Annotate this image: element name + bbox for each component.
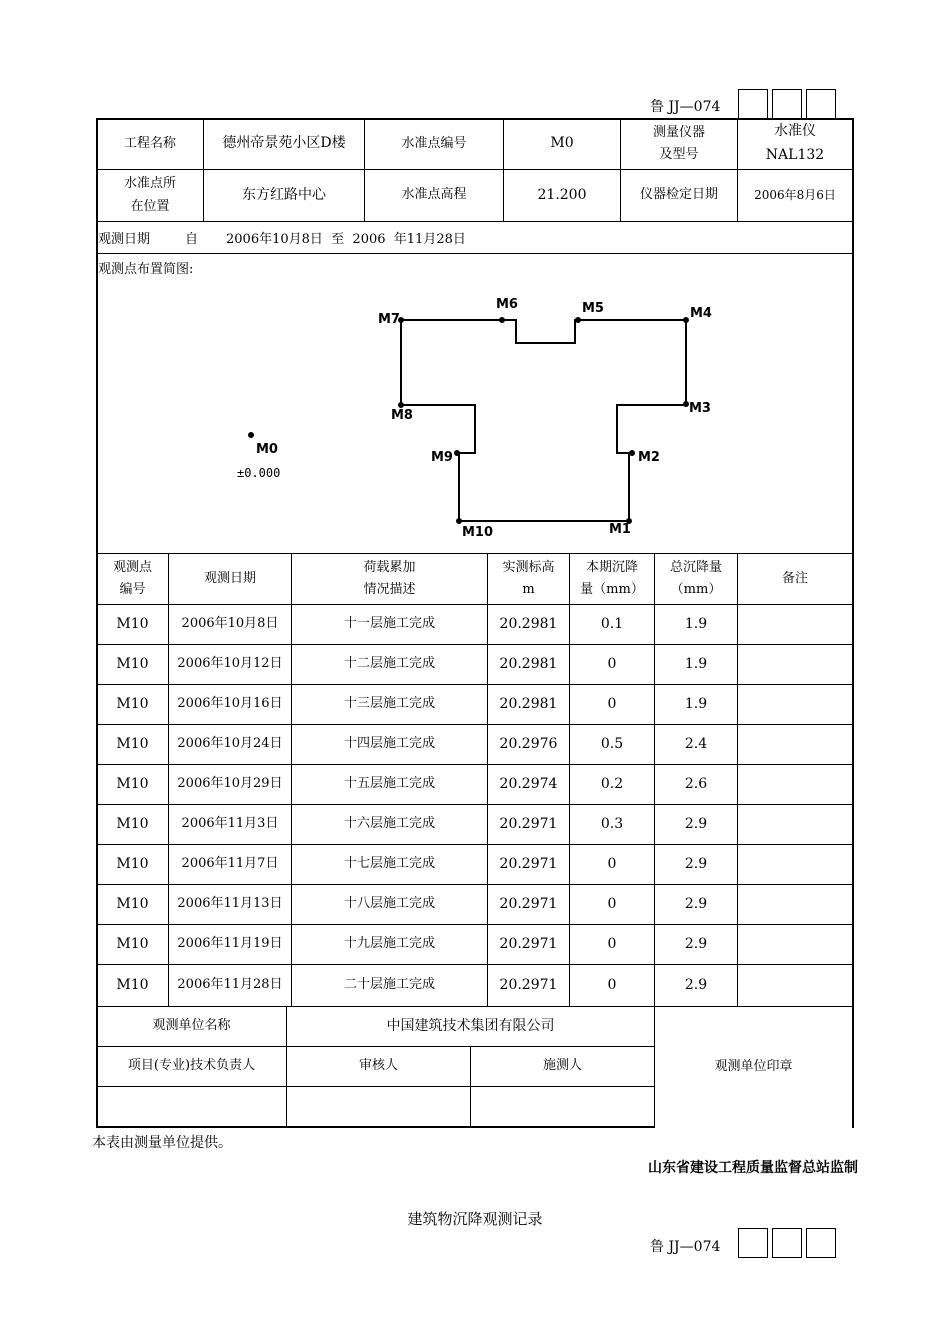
surveyor-signature	[471, 1087, 654, 1126]
next-form-code-box-3	[806, 1228, 836, 1258]
point-m5-dot	[575, 317, 581, 323]
location-label-line2: 在位置	[130, 198, 170, 214]
point-m9-label: M9	[431, 450, 453, 465]
building-outline	[401, 320, 686, 521]
col-total-line1: 总沉降量	[669, 559, 722, 575]
cell-point: M10	[116, 935, 149, 952]
cell-remark	[738, 725, 852, 764]
next-page-title: 建筑物沉降观测记录	[407, 1210, 543, 1228]
cell-date: 2006年10月24日	[177, 736, 283, 752]
cell-total: 2.6	[684, 775, 708, 792]
table-note: 本表由测量单位提供。	[92, 1135, 232, 1151]
cell-remark	[738, 605, 852, 644]
col-total-line2: （mm）	[670, 582, 722, 597]
point-m10-dot	[456, 518, 462, 524]
project-name: 德州帝景苑小区D楼	[222, 135, 346, 152]
cell-elev: 20.2976	[499, 735, 558, 752]
reviewer-label: 审核人	[358, 1058, 398, 1074]
benchmark-no-label: 水准点编号	[401, 135, 467, 151]
project-name-label: 工程名称	[123, 135, 176, 151]
point-m8-label: M8	[391, 408, 413, 423]
unit-label: 观测单位名称	[152, 1018, 231, 1034]
unit-name: 中国建筑技术集团有限公司	[386, 1017, 555, 1034]
cell-remark	[738, 765, 852, 804]
cell-elev: 20.2981	[499, 655, 558, 672]
col-elev-line2: m	[522, 582, 535, 597]
cell-remark	[738, 685, 852, 724]
cell-point: M10	[116, 855, 149, 872]
cell-total: 2.9	[684, 815, 708, 832]
cell-date: 2006年11月28日	[177, 977, 283, 993]
cell-period: 0.5	[600, 735, 624, 752]
point-m2-label: M2	[638, 450, 660, 465]
instrument-label-line2: 及型号	[659, 147, 699, 162]
cell-point: M10	[116, 815, 149, 832]
col-elev-line1: 实测标高	[502, 559, 555, 575]
col-elev-header	[488, 554, 569, 604]
point-m10-label: M10	[462, 525, 494, 540]
cell-point: M10	[116, 695, 149, 712]
col-point-line1: 观测点	[112, 559, 152, 575]
tech-lead-label: 项目(专业)技术负责人	[127, 1058, 256, 1074]
cell-period: 0	[607, 935, 617, 952]
cell-elev: 20.2981	[499, 615, 558, 632]
next-form-code: 鲁 JJ—074	[650, 1239, 721, 1255]
cell-date: 2006年11月13日	[177, 896, 283, 912]
cell-load: 十二层施工完成	[343, 656, 435, 672]
cell-period: 0	[607, 855, 617, 872]
cell-period: 0	[607, 655, 617, 672]
elevation-label: 水准点高程	[401, 187, 467, 203]
cell-elev: 20.2974	[499, 775, 558, 792]
observation-period-from: 自	[185, 232, 199, 247]
col-point-header	[97, 554, 168, 604]
col-load-line1: 荷载累加	[363, 559, 416, 575]
col-period-header	[570, 554, 654, 604]
form-code: 鲁 JJ—074	[650, 99, 721, 115]
observation-period-text: 2006年10月8日 至 2006 年11月28日	[226, 232, 466, 247]
cell-load: 十三层施工完成	[343, 696, 435, 712]
point-m5-label: M5	[582, 301, 604, 316]
cell-point: M10	[116, 775, 149, 792]
next-form-code-box-1	[738, 1228, 768, 1258]
cell-load: 十一层施工完成	[343, 616, 435, 632]
col-period-line2: 量（mm）	[580, 582, 644, 597]
col-total-header	[655, 554, 737, 604]
col-point-line2: 编号	[119, 582, 146, 597]
cell-period: 0	[607, 976, 617, 993]
cell-load: 十八层施工完成	[343, 896, 435, 912]
cell-remark	[738, 925, 852, 964]
cell-load: 十六层施工完成	[343, 816, 435, 832]
cell-elev: 20.2971	[499, 935, 558, 952]
cell-date: 2006年11月7日	[181, 856, 279, 872]
cell-point: M10	[116, 615, 149, 632]
cell-date: 2006年10月8日	[181, 616, 279, 632]
reviewer-signature	[287, 1087, 470, 1126]
instrument-label-line1: 测量仪器	[652, 124, 705, 140]
calib-label: 仪器检定日期	[639, 187, 718, 203]
cell-total: 2.9	[684, 895, 708, 912]
instrument-line2: NAL132	[765, 147, 825, 163]
point-m0-dot	[248, 432, 254, 438]
point-m0-label: M0	[256, 442, 278, 457]
col-remark-header: 备注	[781, 570, 808, 586]
cell-load: 十四层施工完成	[343, 736, 435, 752]
cell-remark	[738, 645, 852, 684]
cell-remark	[738, 965, 852, 1006]
cell-load: 十五层施工完成	[343, 776, 435, 792]
seal-label: 观测单位印章	[714, 1058, 793, 1074]
location-label-line1: 水准点所	[123, 176, 176, 192]
col-date-header: 观测日期	[203, 570, 256, 586]
point-m2-dot	[629, 450, 635, 456]
next-form-code-box-2	[772, 1228, 802, 1258]
cell-period: 0.2	[600, 775, 624, 792]
m0-elevation: ±0.000	[237, 466, 281, 480]
cell-total: 1.9	[684, 695, 708, 712]
col-period-line1: 本期沉降	[585, 559, 638, 575]
cell-remark	[738, 885, 852, 924]
point-m6-label: M6	[496, 297, 518, 312]
point-m9-dot	[454, 450, 460, 456]
benchmark-no: M0	[550, 135, 574, 152]
point-m4-label: M4	[690, 306, 712, 321]
cell-date: 2006年11月19日	[177, 936, 283, 952]
cell-remark	[738, 805, 852, 844]
cell-date: 2006年11月3日	[181, 816, 279, 832]
observation-period-label: 观测日期	[98, 232, 151, 247]
surveyor-label: 施测人	[542, 1058, 582, 1074]
cell-load: 十七层施工完成	[343, 856, 435, 872]
cell-period: 0	[607, 895, 617, 912]
cell-remark	[738, 845, 852, 884]
cell-period: 0	[607, 695, 617, 712]
cell-elev: 20.2981	[499, 695, 558, 712]
cell-point: M10	[116, 895, 149, 912]
point-m7-label: M7	[378, 312, 400, 327]
supervisor: 山东省建设工程质量监督总站监制	[648, 1160, 858, 1176]
cell-elev: 20.2971	[499, 895, 558, 912]
instrument-line1: 水准仪	[774, 123, 816, 140]
tech-lead-signature	[97, 1087, 286, 1126]
cell-point: M10	[116, 735, 149, 752]
cell-point: M10	[116, 976, 149, 993]
elevation: 21.200	[537, 186, 587, 203]
cell-point: M10	[116, 655, 149, 672]
location: 东方红路中心	[242, 186, 326, 203]
cell-elev: 20.2971	[499, 855, 558, 872]
cell-total: 2.9	[684, 935, 708, 952]
diagram-title: 观测点布置简图:	[98, 261, 194, 277]
point-m3-label: M3	[689, 401, 711, 416]
cell-elev: 20.2971	[499, 976, 558, 993]
point-m1-label: M1	[609, 522, 631, 537]
cell-date: 2006年10月16日	[177, 696, 283, 712]
cell-period: 0.3	[600, 815, 624, 832]
cell-elev: 20.2971	[499, 815, 558, 832]
cell-total: 2.9	[684, 976, 708, 993]
calib-date: 2006年8月6日	[754, 188, 836, 203]
point-m6-dot	[499, 317, 505, 323]
cell-total: 2.4	[684, 735, 708, 752]
cell-period: 0.1	[600, 615, 624, 632]
cell-date: 2006年10月12日	[177, 656, 283, 672]
col-load-header	[292, 554, 487, 604]
cell-total: 1.9	[684, 615, 708, 632]
cell-total: 2.9	[684, 855, 708, 872]
cell-total: 1.9	[684, 655, 708, 672]
cell-load: 二十层施工完成	[343, 977, 435, 993]
point-m4-dot	[683, 317, 689, 323]
cell-load: 十九层施工完成	[343, 936, 435, 952]
cell-date: 2006年10月29日	[177, 776, 283, 792]
col-load-line2: 情况描述	[363, 582, 416, 597]
